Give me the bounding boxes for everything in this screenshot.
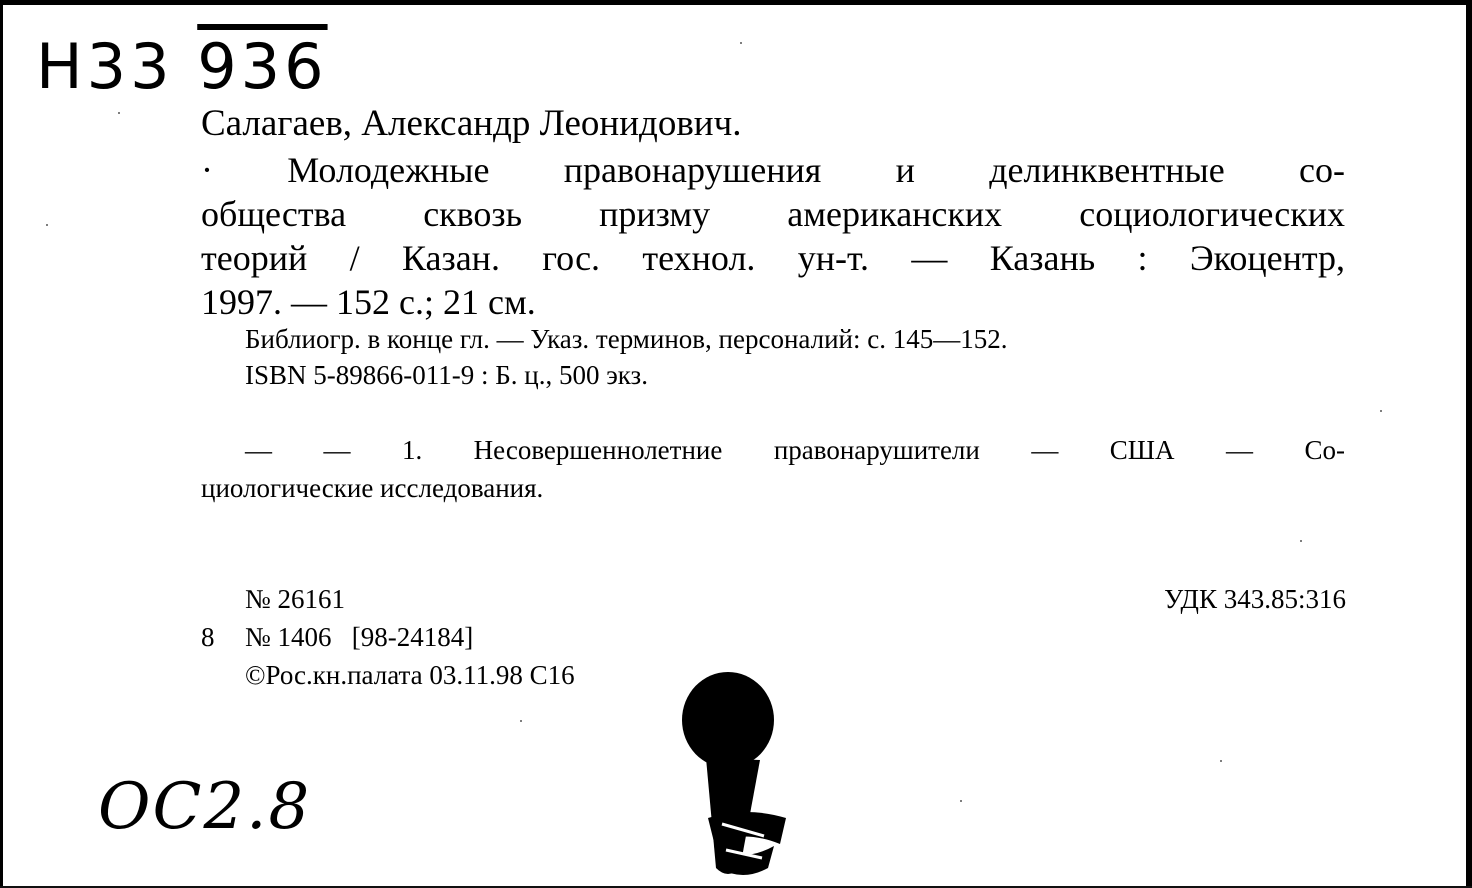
title-line: 1997. — 152 с.; 21 см. [201,282,536,322]
bibliography-note: Библиогр. в конце гл. — Указ. терминов, персоналий: с. 145—152. [245,324,1008,354]
registration-number: [98-24184] [351,622,474,652]
scan-speck [960,800,962,802]
card-edge-top [0,0,1472,5]
scan-speck [1220,760,1222,762]
scan-speck [1380,410,1382,412]
shelf-mark-number: 936 [197,30,328,103]
title-line: теорий / Казан. гос. технол. ун-т. — Казань : Экоцентр, [201,238,1345,278]
copyright-line: ©Рос.кн.палата 03.11.98 С16 [245,660,575,690]
punch-hole-shape [676,668,806,888]
handwritten-note: ОС2.8 [98,770,312,844]
record-number: № 26161 [245,584,346,614]
card-edge-left [0,0,3,888]
scan-speck [520,720,522,722]
title-line: общества сквозь призму американских социологических [201,194,1345,234]
shelf-mark [36,30,328,103]
shelf-mark-prefix: Н33 [36,30,174,103]
scan-speck [740,42,742,44]
udk-code: УДК 343.85:316 [1164,584,1346,614]
title-line: · Молодежные правонарушения и делинквентные со- [201,150,1345,190]
scan-speck [118,112,120,114]
subject-heading-line: — — 1. Несовершеннолетние правонарушители — США — Со- [245,435,1345,465]
scan-speck [1300,540,1302,542]
card-number-value: № 1406 [245,622,332,652]
card-edge-right [1466,0,1472,888]
author-heading: Салагаев, Александр Леонидович. [201,103,742,144]
card-number [245,620,473,654]
subject-heading-line: циологические исследования. [201,473,544,503]
card-count: 8 [201,622,215,652]
scan-speck [46,224,48,226]
isbn-note: ISBN 5-89866-011-9 : Б. ц., 500 экз. [245,360,648,390]
